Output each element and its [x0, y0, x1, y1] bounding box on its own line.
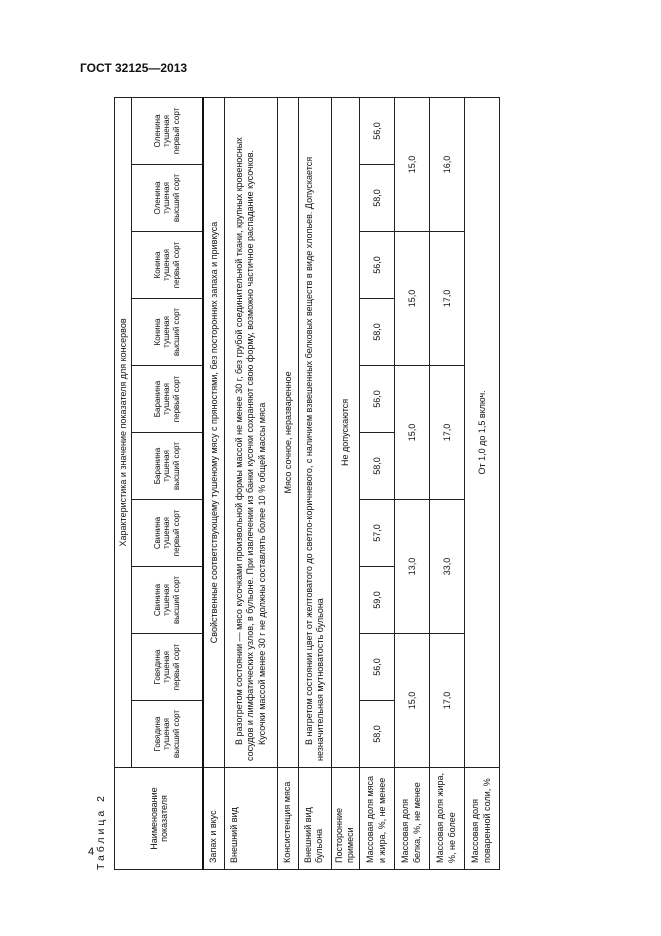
table-row-broth	[299, 97, 332, 869]
cell-value: 56,0	[359, 366, 394, 433]
product-header: Оленина тушеная высший сорт	[132, 165, 204, 232]
product-header: Свинина тушеная первый сорт	[132, 500, 204, 567]
page-number: 4	[88, 846, 95, 858]
table-row-impurities	[332, 97, 360, 869]
row-label: Запах и вкус	[203, 768, 225, 870]
rotated-table-area	[95, 98, 492, 870]
product-header: Баранина тушеная высший сорт	[132, 433, 204, 500]
indicators-table	[114, 97, 500, 870]
row-label: Массовая доля поваренной соли, %	[464, 768, 499, 870]
table-row-consistency	[278, 97, 299, 869]
row-label: Внешний вид	[225, 768, 278, 870]
table-row-smell	[203, 97, 225, 869]
cell-value: 58,0	[359, 299, 394, 366]
cell-value: 58,0	[359, 701, 394, 768]
cell-value: 13,0	[394, 500, 429, 634]
table-header-row-1	[115, 97, 132, 869]
cell-value: 59,0	[359, 567, 394, 634]
table-row-meat-fat	[359, 97, 394, 869]
product-header: Говядина тушеная первый сорт	[132, 634, 204, 701]
row-value: Свойственные соответствующему тушеному мясу с пряностями, без посторонних запаха и привкуса	[203, 97, 225, 767]
cell-value: 56,0	[359, 232, 394, 299]
cell-value: 17,0	[429, 634, 464, 768]
cell-value: 17,0	[429, 366, 464, 500]
cell-value: 58,0	[359, 165, 394, 232]
product-header: Свинина тушеная высший сорт	[132, 567, 204, 634]
col-header-group: Характеристика и значение показателя для консервов	[115, 97, 132, 767]
product-header: Баранина тушеная первый сорт	[132, 366, 204, 433]
product-header: Конина тушеная первый сорт	[132, 232, 204, 299]
row-value: Не допускаются	[332, 97, 360, 767]
cell-value: 56,0	[359, 634, 394, 701]
cell-value: 15,0	[394, 366, 429, 500]
row-value: От 1,0 до 1,5 включ.	[464, 97, 499, 767]
product-header: Оленина тушеная первый сорт	[132, 97, 204, 164]
table-header-row-2	[132, 97, 204, 869]
cell-value: 15,0	[394, 232, 429, 366]
table-row-appearance	[225, 97, 278, 869]
row-value: В нагретом состоянии цвет от желтоватого до светло-коричневого, с наличием взвешенных белковых веществ в виде хлопьев. Допускается незначительная мутноватость бульона	[299, 97, 332, 767]
product-header: Говядина тушеная высший сорт	[132, 701, 204, 768]
table-row-protein	[394, 97, 429, 869]
table-caption: Таблица 2	[95, 793, 107, 870]
row-label: Посторонние примеси	[332, 768, 360, 870]
row-label: Массовая доля жира, %, не более	[429, 768, 464, 870]
cell-value: 16,0	[429, 97, 464, 231]
row-label: Массовая доля мяса и жира, %, не менее	[359, 768, 394, 870]
cell-value: 58,0	[359, 433, 394, 500]
cell-value: 56,0	[359, 97, 394, 164]
cell-value: 15,0	[394, 97, 429, 231]
document-header: ГОСТ 32125—2013	[80, 61, 188, 75]
row-label: Консистенция мяса	[278, 768, 299, 870]
cell-value: 17,0	[429, 232, 464, 366]
appearance-text: В разогретом состоянии — мясо кусочками произвольной формы массой не менее 30 г, без грубой соединительной ткани, крупных кровеносных сосудов и лимфатических узлов, в бульоне. При извлечении из банки кусочки сохраняют свою форму, возможно частичное распадание кусочков.	[234, 137, 256, 761]
product-header: Конина тушеная высший сорт	[132, 299, 204, 366]
table-row-fat	[429, 97, 464, 869]
appearance-note: Кусочки массой менее 30 г не должны составлять более 10 % общей массы мяса	[256, 402, 267, 745]
cell-value: 15,0	[394, 634, 429, 768]
cell-value: 57,0	[359, 500, 394, 567]
row-label: Внешний вид бульона	[299, 768, 332, 870]
table-row-salt	[464, 97, 499, 869]
row-value: Мясо сочное, неразваренное	[278, 97, 299, 767]
col-header-name: Наименование показателя	[115, 768, 204, 870]
row-label: Массовая доля белка, %, не менее	[394, 768, 429, 870]
cell-value: 33,0	[429, 500, 464, 634]
